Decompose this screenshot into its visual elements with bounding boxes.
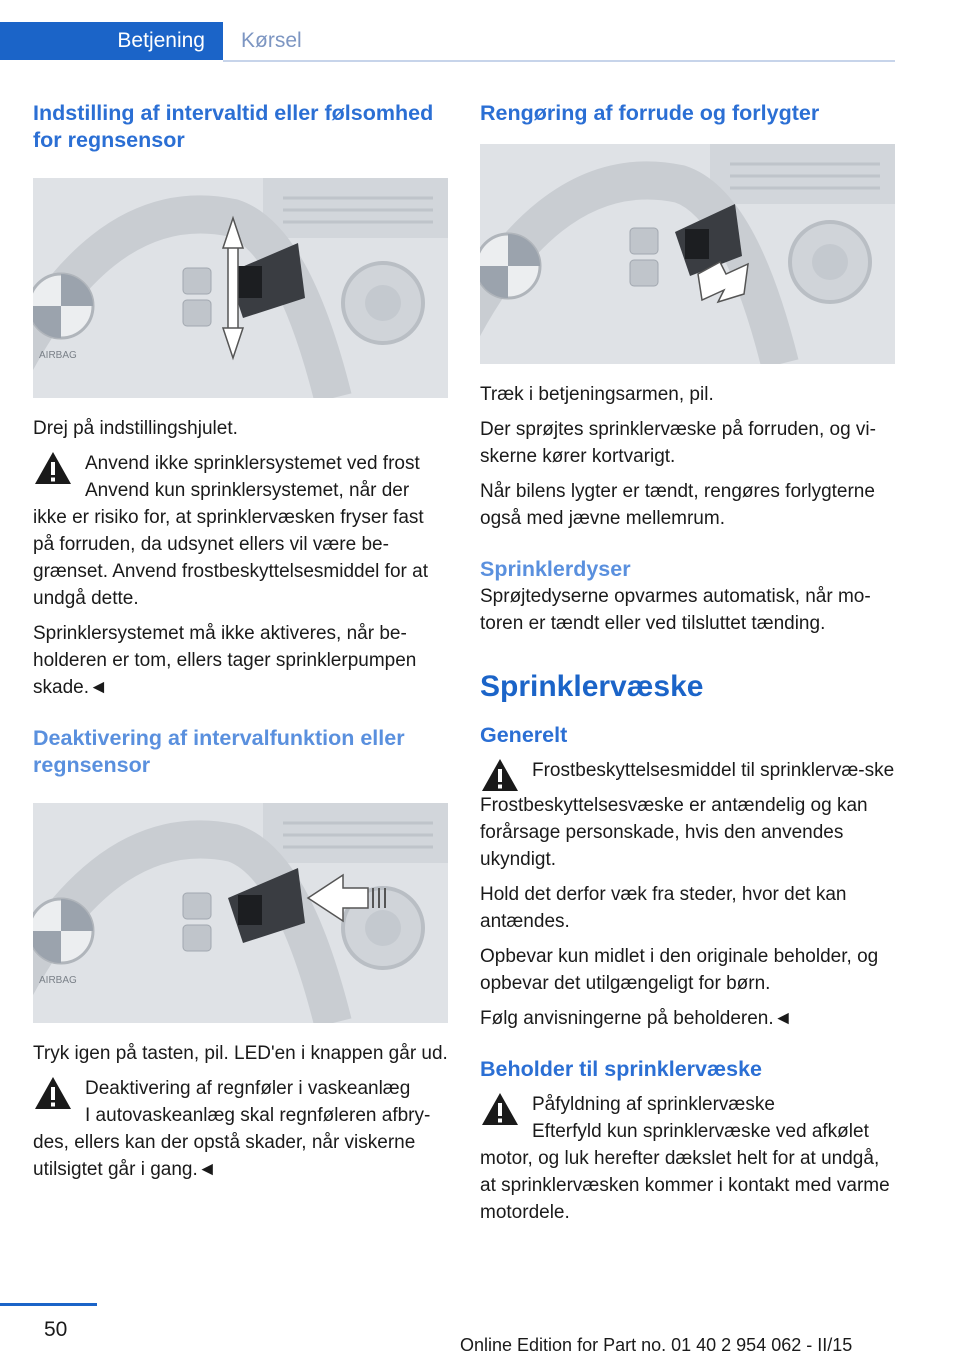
warning-triangle-icon: [33, 1075, 73, 1111]
figure-steering-wheel-pull: [480, 144, 895, 364]
footer-accent-line: [0, 1303, 97, 1306]
steering-wheel-illustration: [33, 178, 448, 398]
paragraph-pull-lever: Træk i betjeningsarmen, pil.: [480, 384, 714, 405]
warning-car-wash-title: Deaktivering af regnføler i vaskeanlæg: [85, 1078, 411, 1099]
warning-triangle-icon: [480, 757, 520, 793]
figure-steering-wheel-interval: [33, 178, 448, 398]
paragraph-washer-spray: Der sprøjtes sprinklervæske på forruden, og vi-skerne kører kortvarigt.: [480, 419, 876, 467]
section-heading-general: Generelt: [480, 723, 568, 747]
right-column: [480, 100, 895, 1226]
paragraph-headlights: Når bilens lygter er tændt, rengøres forlygterne også med jævne mellemrum.: [480, 481, 875, 529]
warning-car-wash-text: I autovaskeanlæg skal regnføleren afbry-des, ellers kan der opstå skader, når viskerne utilsigtet går i gang.◄: [33, 1105, 431, 1180]
paragraph-empty-reservoir: Sprinklersystemet må ikke aktiveres, når be-holderen er tom, ellers tager sprinklerpumpen skade.◄: [33, 623, 417, 698]
paragraph-flammable: Frostbeskyttelsesvæske er antændelig og kan forårsage personskade, hvis den anvendes ukyndigt.: [480, 795, 868, 870]
page-number: 50: [44, 1318, 68, 1341]
airbag-label: AIRBAG: [39, 975, 77, 986]
footer-edition: Online Edition for Part no. 01 40 2 954 062 - II/15: [460, 1335, 853, 1355]
paragraph-original-container: Opbevar kun midlet i den originale beholder, og opbevar det utilgængeligt for børn.: [480, 946, 879, 994]
section-heading-nozzles: Sprinklerdyser: [480, 557, 631, 581]
paragraph-turn-wheel: Drej på indstillingshjulet.: [33, 418, 238, 439]
paragraph-follow-instructions: Følg anvisningerne på beholderen.◄: [480, 1008, 793, 1029]
steering-wheel-pull-illustration: [480, 144, 895, 364]
figure-steering-wheel-press: [33, 803, 448, 1023]
paragraph-nozzles-heated: Sprøjtedyserne opvarmes automatisk, når mo-toren er tændt eller ved tilsluttet tænding.: [480, 586, 871, 634]
warning-refill-title: Påfyldning af sprinklervæske: [532, 1094, 775, 1115]
warning-refill-text: Efterfyld kun sprinklervæske ved afkølet motor, og luk herefter dækslet helt for at undgå, at sprinklervæsken kommer i kontakt med varme motordele.: [480, 1121, 890, 1223]
tab-betjening[interactable]: Betjening: [0, 22, 223, 60]
warning-antifreeze: [480, 757, 895, 784]
section-heading-interval: Indstilling af intervaltid eller følsomhed for regnsensor: [33, 101, 434, 152]
left-column: [33, 100, 448, 1183]
section-heading-deactivate: Deaktivering af intervalfunktion eller regnsensor: [33, 726, 405, 777]
section-heading-reservoir: Beholder til sprinklervæske: [480, 1057, 762, 1081]
warning-triangle-icon: [480, 1091, 520, 1127]
section-heading-cleaning: Rengøring af forrude og forlygter: [480, 101, 820, 125]
paragraph-keep-away: Hold det derfor væk fra steder, hvor det kan antændes.: [480, 884, 847, 932]
warning-refill: [480, 1091, 895, 1226]
steering-wheel-press-illustration: [33, 803, 448, 1023]
airbag-label: AIRBAG: [39, 350, 77, 361]
tab-korsel[interactable]: Kørsel: [241, 29, 302, 52]
warning-frost-text: Anvend kun sprinklersystemet, når der ikke er risiko for, at sprinklervæsken fryser fast på forruden, da udsynet ellers vil være be-grænset. Anvend frostbeskyttelsesmiddel for at undgå dette.: [33, 480, 428, 609]
warning-frost: [33, 450, 448, 612]
warning-triangle-icon: [33, 450, 73, 486]
chapter-heading-washer-fluid: Sprinklervæske: [480, 670, 704, 703]
warning-frost-title: Anvend ikke sprinklersystemet ved frost: [85, 453, 420, 474]
header-divider: [223, 60, 895, 62]
page-header: [0, 22, 895, 62]
warning-antifreeze-title: Frostbeskyttelsesmiddel til sprinklervæ-ske: [532, 760, 895, 781]
paragraph-press-again: Tryk igen på tasten, pil. LED'en i knappen går ud.: [33, 1043, 448, 1064]
warning-car-wash: [33, 1075, 448, 1183]
